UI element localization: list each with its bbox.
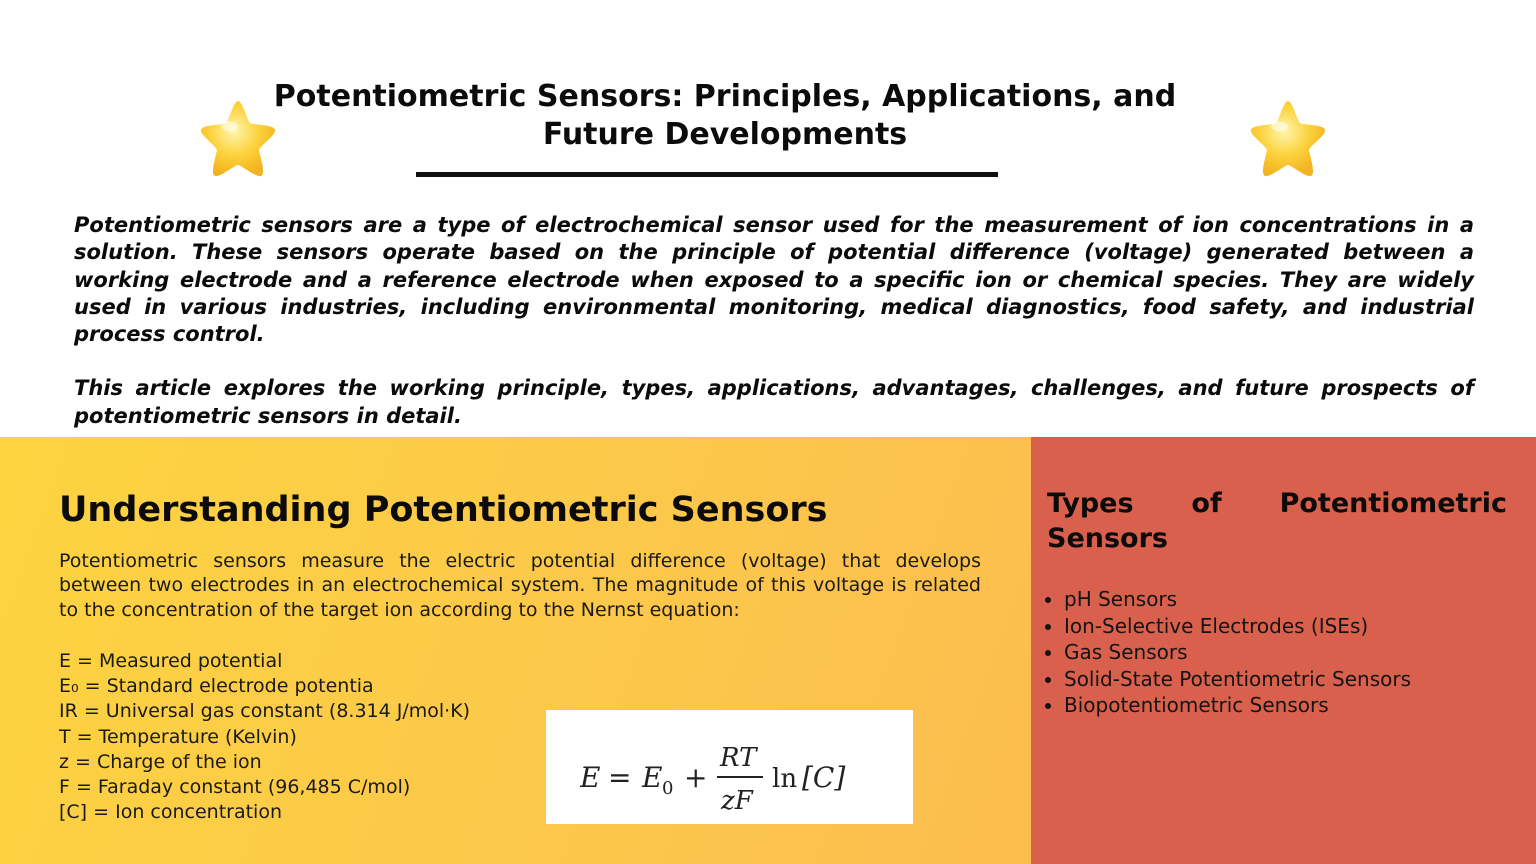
definition-item: F = Faraday constant (96,485 C/mol) bbox=[59, 776, 411, 799]
nernst-equation bbox=[546, 710, 913, 824]
definition-item: E₀ = Standard electrode potentia bbox=[59, 675, 374, 698]
eq-plus: + bbox=[683, 761, 707, 794]
intro-paragraph: This article explores the working principle, types, applications, advantages, challenges, and future prospects of potentiometric sensors in detail. bbox=[74, 376, 1474, 428]
eq-e0: E bbox=[641, 761, 662, 794]
types-list-item: • Solid-State Potentiometric Sensors bbox=[1064, 666, 1411, 693]
types-heading: Types of Potentiometric Sensors bbox=[1047, 488, 1507, 554]
section-body: Potentiometric sensors measure the electric potential difference (voltage) that develops between two electrodes in an electrochemical system. The magnitude of this voltage is related to the concentration of the target ion according to the Nernst equation: bbox=[59, 550, 981, 621]
intro-paragraph: Potentiometric sensors are a type of electrochemical sensor used for the measurement of ion concentrations in a solution. These sensors operate based on the principle of potential difference (voltage) generated between a working electrode and a reference electrode when exposed to a specific ion or chemical species. They are widely used in various industries, including environmental monitoring, medical diagnostics, food safety, and industrial process control. bbox=[74, 213, 1474, 347]
title-underline bbox=[416, 172, 998, 177]
page-title bbox=[240, 78, 1210, 154]
definition-item: IR = Universal gas constant (8.314 J/mol·K) bbox=[59, 700, 471, 723]
eq-equals: = bbox=[607, 761, 631, 794]
intro-section bbox=[74, 212, 1474, 430]
definition-item: [C] = Ion concentration bbox=[59, 801, 282, 824]
eq-conc: [C] bbox=[801, 761, 845, 794]
types-list-item: • pH Sensors bbox=[1064, 586, 1411, 613]
definition-list bbox=[59, 649, 470, 825]
eq-fraction-bar bbox=[717, 776, 763, 778]
star-icon bbox=[1246, 96, 1330, 180]
types-list-item: • Gas Sensors bbox=[1064, 639, 1411, 666]
types-list-item: • Biopotentiometric Sensors bbox=[1064, 692, 1411, 719]
page-title-line1: Potentiometric Sensors: Principles, Applications, and bbox=[273, 79, 1177, 114]
types-list bbox=[1064, 586, 1411, 719]
equation-graphic bbox=[580, 717, 880, 817]
eq-denominator: zF bbox=[720, 786, 753, 816]
definition-item: z = Charge of the ion bbox=[59, 750, 262, 773]
eq-ln: ln bbox=[771, 764, 797, 794]
section-heading: Understanding Potentiometric Sensors bbox=[59, 490, 828, 530]
eq-e0-sub: 0 bbox=[661, 778, 673, 799]
definition-item: E = Measured potential bbox=[59, 650, 283, 672]
definition-item: T = Temperature (Kelvin) bbox=[59, 725, 297, 748]
eq-lhs: E bbox=[579, 761, 600, 794]
eq-numerator: RT bbox=[719, 743, 756, 773]
page-title-line2: Future Developments bbox=[542, 117, 908, 152]
types-list-item: • Ion-Selective Electrodes (ISEs) bbox=[1064, 613, 1411, 640]
